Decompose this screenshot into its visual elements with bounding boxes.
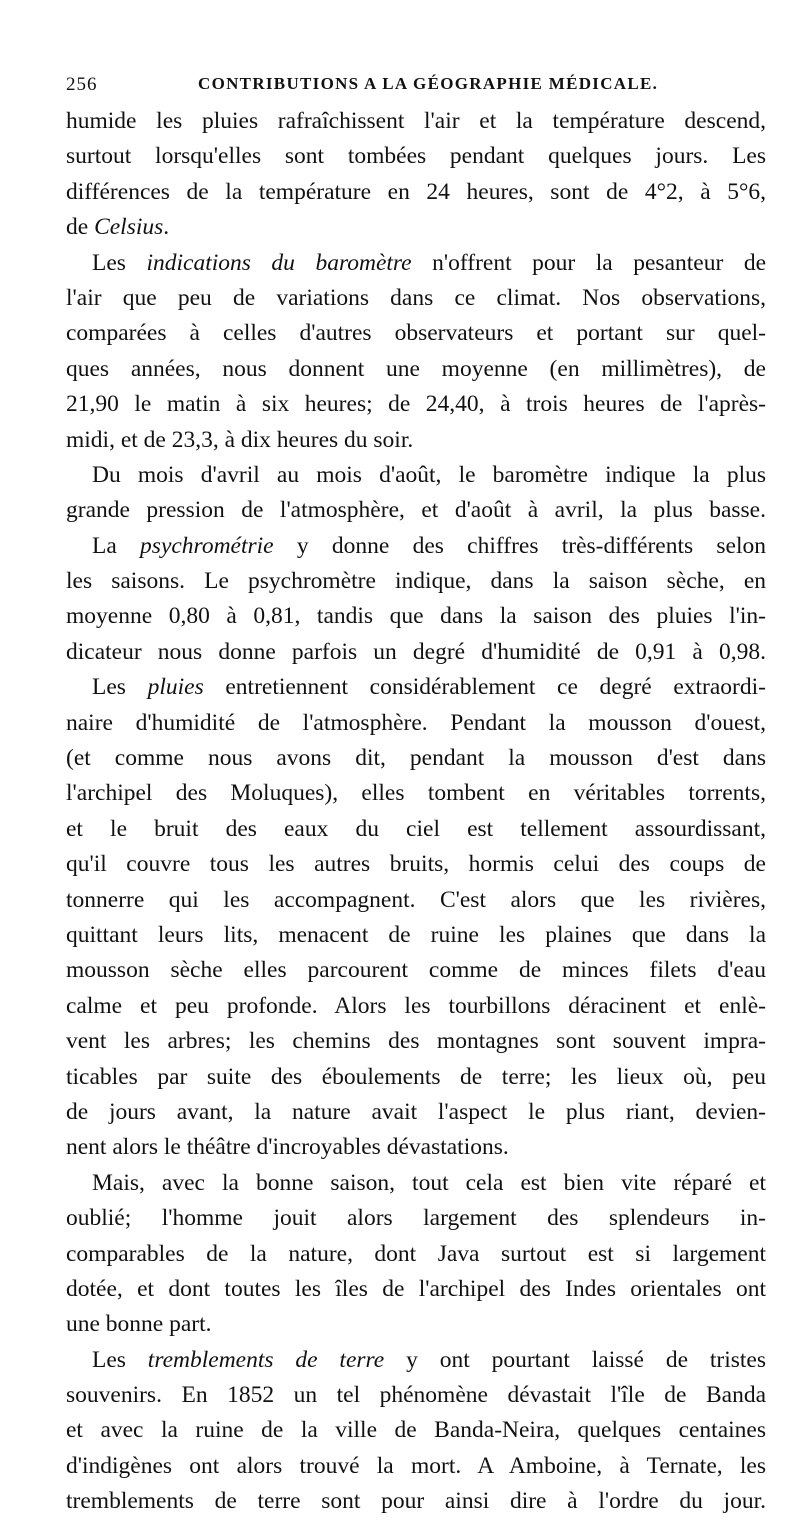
text-line: et le bruit des eaux du ciel est tellement assourdissant, [66, 815, 766, 842]
text-line: mousson sèche elles parcourent comme de minces filets d'eau [66, 957, 766, 984]
text-line: grande pression de l'atmosphère, et d'août à avril, la plus basse. [66, 497, 766, 524]
text-line: nent alors le théâtre d'incroyables dévastations. [66, 1134, 509, 1161]
text-line: oublié; l'homme jouit alors largement des splendeurs in- [66, 1205, 766, 1232]
text-line: différences de la température en 24 heures, sont de 4°2, à 5°6, [66, 178, 766, 205]
text-line: Du mois d'avril au mois d'août, le baromètre indique la plus [92, 461, 766, 488]
text-line: calme et peu profonde. Alors les tourbillons déracinent et enlè- [66, 992, 766, 1019]
text-line: La psychrométrie y donne des chiffres très-différents selon [92, 532, 766, 559]
text-line: l'air que peu de variations dans ce climat. Nos observations, [66, 284, 766, 311]
text-line: humide les pluies rafraîchissent l'air et la température descend, [66, 108, 766, 134]
book-page [66, 64, 766, 1520]
text-line: les saisons. Le psychromètre indique, dans la saison sèche, en [66, 568, 766, 595]
text-line: (et comme nous avons dit, pendant la mousson d'est dans [66, 745, 766, 772]
text-line: surtout lorsqu'elles sont tombées pendant quelques jours. Les [66, 143, 766, 170]
text-line: tonnerre qui les accompagnent. C'est alors que les rivières, [66, 886, 766, 913]
text-line: midi, et de 23,3, à dix heures du soir. [66, 426, 414, 453]
text-line: vent les arbres; les chemins des montagnes sont souvent impra- [66, 1028, 766, 1055]
page-number: 256 [66, 74, 98, 95]
body-text [66, 104, 766, 1520]
text-line: qu'il couvre tous les autres bruits, hormis celui des coups de [66, 851, 766, 878]
text-line: ques années, nous donnent une moyenne (en millimètres), de [66, 355, 766, 382]
text-line: l'archipel des Moluques), elles tombent en véritables torrents, [66, 780, 766, 807]
text-line: ticables par suite des éboulements de terre; les lieux où, peu [66, 1063, 766, 1090]
text-line: 21,90 le matin à six heures; de 24,40, à trois heures de l'après- [66, 391, 766, 418]
text-line: Mais, avec la bonne saison, tout cela est bien vite réparé et [92, 1169, 766, 1196]
text-line: naire d'humidité de l'atmosphère. Pendant la mousson d'ouest, [66, 709, 766, 736]
running-head [66, 64, 766, 104]
text-line: tremblements de terre sont pour ainsi dire à l'ordre du jour. [66, 1488, 766, 1515]
text-line: Les tremblements de terre y ont pourtant laissé de tristes [92, 1346, 766, 1373]
text-line: et avec la ruine de la ville de Banda-Neira, quelques centaines [66, 1417, 766, 1444]
text-line: Les pluies entretiennent considérablement ce degré extraordi- [92, 674, 766, 701]
running-title: CONTRIBUTIONS A LA GÉOGRAPHIE MÉDICALE. [198, 74, 659, 93]
text-line: d'indigènes ont alors trouvé la mort. A Amboine, à Ternate, les [66, 1452, 766, 1479]
text-line: de Celsius. [66, 214, 170, 241]
text-line: quittant leurs lits, menacent de ruine les plaines que dans la [66, 921, 766, 948]
text-line: comparables de la nature, dont Java surtout est si largement [66, 1240, 766, 1267]
text-line: de jours avant, la nature avait l'aspect le plus riant, devien- [66, 1098, 766, 1125]
text-line: souvenirs. En 1852 un tel phénomène dévastait l'île de Banda [66, 1382, 766, 1409]
text-line: dotée, et dont toutes les îles de l'archipel des Indes orientales ont [66, 1275, 766, 1302]
text-line: Les indications du baromètre n'offrent pour la pesanteur de [92, 249, 766, 276]
text-line: moyenne 0,80 à 0,81, tandis que dans la saison des pluies l'in- [66, 603, 766, 630]
text-line: comparées à celles d'autres observateurs et portant sur quel- [66, 320, 766, 347]
text-line: dicateur nous donne parfois un degré d'humidité de 0,91 à 0,98. [66, 638, 766, 665]
text-line: une bonne part. [66, 1311, 212, 1338]
